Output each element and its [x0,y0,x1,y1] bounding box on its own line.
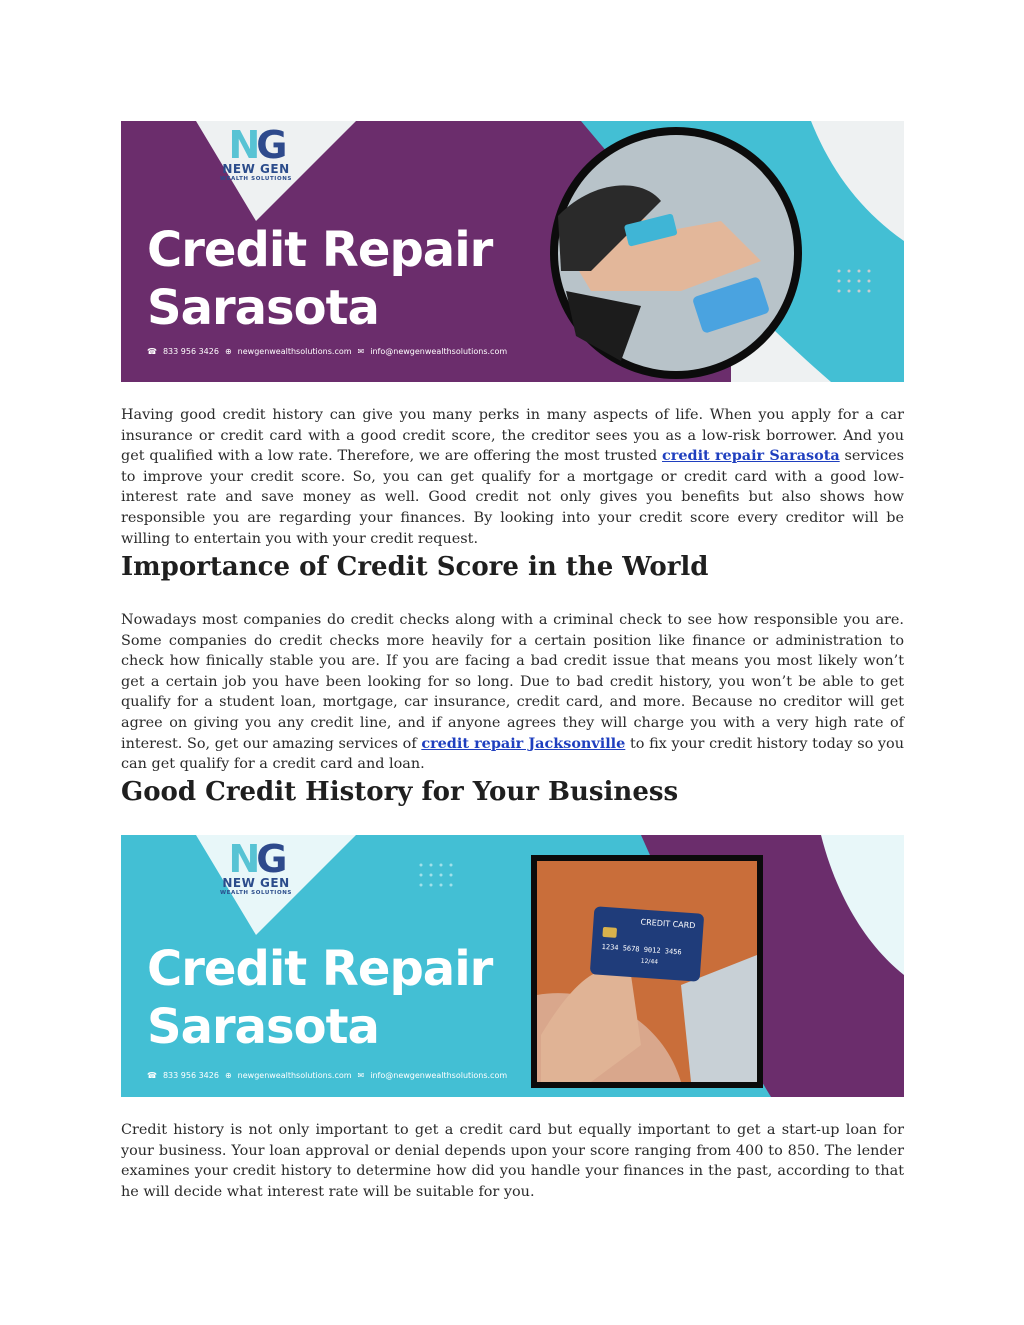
company-logo-2 [216,837,296,897]
importance-text-after: to fix your credit history today so you can get qualify for a credit card and loan. [121,735,904,773]
logo-letter-g: G [256,837,284,881]
contact-website: newgenwealthsolutions.com [237,347,352,356]
banner-title-line1: Credit Repair [147,222,493,278]
logo-name: NEW GEN [222,162,290,176]
intro-paragraph [121,405,904,549]
logo-subtitle: WEALTH SOLUTIONS [220,890,292,896]
card-number: 1234 5678 9012 3456 [601,942,682,957]
banner-title-line2: Sarasota [147,280,379,336]
banner2-title-line1: Credit Repair [147,941,493,997]
contact-bar-2 [147,1071,507,1080]
phone-icon: ☎ [147,1071,157,1080]
logo-letter-g: G [256,123,284,167]
importance-text-before: Nowadays most companies do credit checks along with a criminal check to see how responsible you are. Some companies do credit checks more heavily for a certain position like finance or administration to check how finically stable you are. If you are facing a bad credit issue that means you most likely won’t get a certain job you have been looking for so long. Due to bad credit history, you won’t be able to get qualify for a student loan, mortgage, car insurance, credit card, and more. Because no creditor will get agree on giving you any credit line, and if anyone agrees they will charge you with a very high rate of interest. So, get our amazing services of [121,612,904,752]
banner2-title [147,940,492,1056]
logo-letter-n: N [228,837,257,881]
business-paragraph: Credit history is not only important to get a credit card but equally important to get a start-up loan for your business. Your loan approval or denial depends upon your score ranging from 400 to 850. The lender examines your credit history to determine how did you handle your finances in the past, according to that he will decide what interest rate will be suitable for you. [121,1122,904,1200]
intro-text-before: Having good credit history can give you many perks in many aspects of life. When you apply for a car insurance or credit card with a good credit score, the creditor sees you as a low-risk borrower. And you get qualified with a low rate. Therefore, we are offering the most trusted [121,407,904,465]
contact-phone: 833 956 3426 [162,347,219,356]
card-label: CREDIT CARD [640,917,696,931]
logo-letter-n: N [228,123,257,167]
contact-email: info@newgenwealthsolutions.com [370,1071,508,1080]
globe-icon: ⊕ [224,1071,232,1080]
importance-paragraph [121,610,904,775]
banner-title [147,221,492,337]
banner-credit-card [121,835,904,1097]
banner2-title-line2: Sarasota [147,999,379,1055]
logo-subtitle: WEALTH SOLUTIONS [220,176,292,182]
banner-credit-repair-sarasota [121,121,904,382]
contact-email: info@newgenwealthsolutions.com [370,347,508,356]
heading-importance-credit-score: Importance of Credit Score in the World [121,552,709,582]
logo-name: NEW GEN [222,876,290,890]
mail-icon: ✉ [357,1071,365,1080]
mail-icon: ✉ [357,347,365,356]
contact-phone: 833 956 3426 [162,1071,219,1080]
contact-bar [147,347,507,356]
credit-card-image [590,906,704,982]
card-chip [602,927,617,938]
heading-good-credit-business: Good Credit History for Your Business [121,777,679,807]
company-logo [216,123,296,183]
intro-text-after: services to improve your credit score. So, you can get qualify for a mortgage or credit card with a good low-interest rate and save money as well. Good credit not only gives you benefits but also shows how responsible you are regarding your finances. By looking into your credit score every creditor will be willing to entertain you with your credit request. [121,448,904,547]
phone-icon: ☎ [147,347,157,356]
contact-website: newgenwealthsolutions.com [237,1071,352,1080]
card-expiry: 12/44 [640,957,659,966]
credit-repair-jacksonville-link[interactable]: credit repair Jacksonville [421,734,626,752]
globe-icon: ⊕ [224,347,232,356]
credit-repair-sarasota-link[interactable]: credit repair Sarasota [662,447,840,465]
